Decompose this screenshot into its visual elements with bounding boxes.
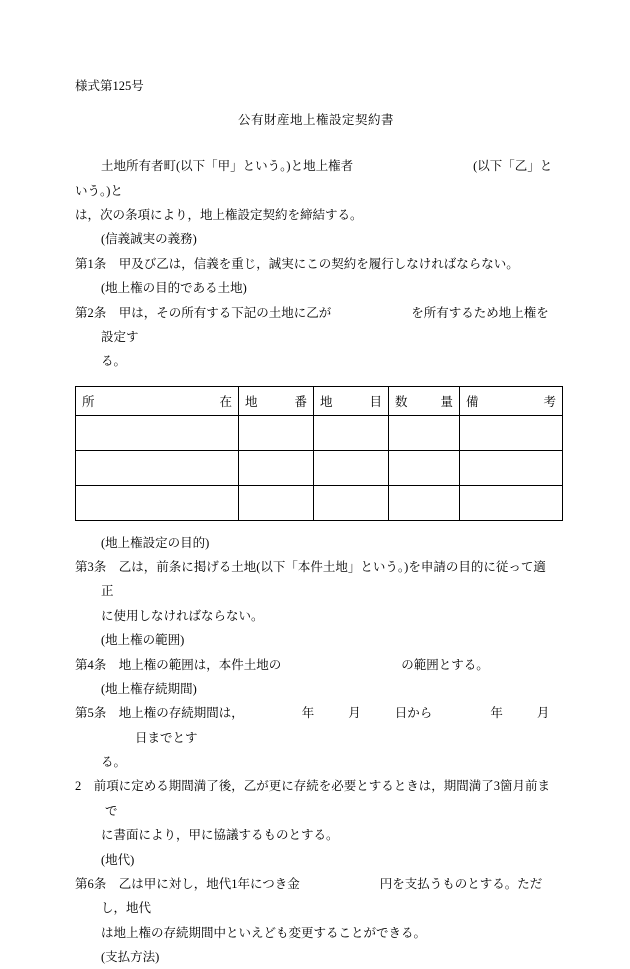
table-cell-quantity[interactable]	[389, 485, 460, 520]
article-2-text-c: る。	[101, 354, 127, 369]
article-3-text-line1: 第3条 乙は，前条に掲げる土地(以下「本件土地」という。)を申請の目的に従って適正	[75, 560, 546, 599]
land-table	[75, 386, 563, 521]
table-cell-remarks[interactable]	[460, 450, 563, 485]
article-5-text-b: 年	[301, 706, 315, 721]
document-title: 公有財産地上権設定契約書	[237, 113, 394, 128]
table-header-quantity-left: 数	[395, 394, 408, 409]
table-cell-location[interactable]	[76, 485, 239, 520]
table-cell-location[interactable]	[76, 415, 239, 450]
table-cell-quantity[interactable]	[389, 450, 460, 485]
article-4-text-b: の範囲とする。	[401, 657, 489, 672]
table-header-location	[76, 386, 239, 415]
table-cell-quantity[interactable]	[389, 415, 460, 450]
article-2-text	[75, 301, 557, 350]
table-row	[76, 485, 563, 520]
table-header-remarks	[460, 386, 563, 415]
article-6-text	[75, 872, 557, 921]
article-6-text-c: は地上権の存続期間中といえども変更することができる。	[101, 925, 427, 940]
table-header-landcategory-left: 地	[320, 394, 333, 409]
article-4-text-a: 第4条 地上権の範囲は，本件土地の	[75, 657, 282, 672]
intro-text-b: (以下「乙」という。)と	[75, 159, 553, 198]
article-6-text-a: 第6条 乙は甲に対し，地代1年につき金	[75, 876, 300, 891]
table-cell-remarks[interactable]	[460, 485, 563, 520]
heading-article-7: (支払方法)	[101, 950, 160, 964]
article-5-clause-2-line2: に書面により，甲に協議するものとする。	[101, 828, 339, 843]
table-cell-landcategory[interactable]	[314, 415, 389, 450]
table-header-lotnumber-left: 地	[245, 394, 258, 409]
article-5-text-h: る。	[101, 755, 127, 769]
article-5-text-f: 月	[536, 706, 550, 721]
table-header-location-right: 在	[219, 394, 232, 409]
table-header-row	[76, 386, 563, 415]
form-number: 様式第125号	[75, 79, 144, 93]
heading-article-3: (地上権設定の目的)	[101, 535, 210, 550]
article-2-text-b: を所有するため地上権を設定す	[101, 305, 549, 344]
table-header-landcategory	[314, 386, 389, 415]
article-3-text-line2: に使用しなければならない。	[101, 608, 264, 623]
table-row	[76, 415, 563, 450]
article-5-text-g: 日までとす	[135, 730, 198, 745]
article-6-text-b: 円を支払うものとする。ただし，地代	[101, 876, 543, 916]
table-header-landcategory-right: 目	[369, 394, 382, 409]
table-cell-landcategory[interactable]	[314, 485, 389, 520]
table-cell-location[interactable]	[76, 450, 239, 485]
article-5-text-d: 日から	[394, 706, 433, 721]
table-cell-landcategory[interactable]	[314, 450, 389, 485]
heading-article-6: (地代)	[101, 852, 135, 867]
table-cell-remarks[interactable]	[460, 415, 563, 450]
table-cell-lotnumber[interactable]	[239, 485, 314, 520]
article-1-text: 第1条 甲及び乙は，信義を重じ，誠実にこの契約を履行しなければならない。	[75, 256, 519, 271]
heading-article-5: (地上権存続期間)	[101, 681, 197, 696]
table-cell-lotnumber[interactable]	[239, 415, 314, 450]
table-header-location-left: 所	[82, 394, 95, 409]
document-body	[75, 78, 557, 969]
heading-article-2: (地上権の目的である土地)	[101, 281, 247, 296]
article-5-text-c: 月	[348, 706, 361, 721]
intro-paragraph-line2: は，次の条項により，地上権設定契約を締結する。	[75, 208, 363, 222]
table-cell-lotnumber[interactable]	[239, 450, 314, 485]
article-5-text-a: 第5条 地上権の存続期間は，	[75, 706, 244, 721]
table-header-remarks-right: 考	[543, 394, 556, 409]
heading-article-4: (地上権の範囲)	[101, 633, 185, 648]
table-header-lotnumber	[239, 386, 314, 415]
heading-article-1: (信義誠実の義務)	[101, 232, 197, 247]
table-row	[76, 450, 563, 485]
article-2-text-a: 第2条 甲は，その所有する下記の土地に乙が	[75, 305, 332, 320]
table-header-remarks-left: 備	[466, 394, 479, 409]
table-header-quantity-right: 量	[440, 394, 453, 409]
intro-paragraph	[75, 154, 557, 203]
table-header-lotnumber-right: 番	[294, 394, 307, 409]
article-4-text	[75, 653, 557, 677]
table-header-quantity	[389, 386, 460, 415]
intro-text-a: 土地所有者町(以下「甲」という。)と地上権者	[101, 159, 354, 174]
article-5-text-e: 年	[490, 706, 503, 721]
article-5-clause-2-line1: 2 前項に定める期間満了後，乙が更に存続を必要とするときは，期間満了3箇月前まで	[75, 779, 551, 818]
article-5-text	[75, 701, 557, 750]
